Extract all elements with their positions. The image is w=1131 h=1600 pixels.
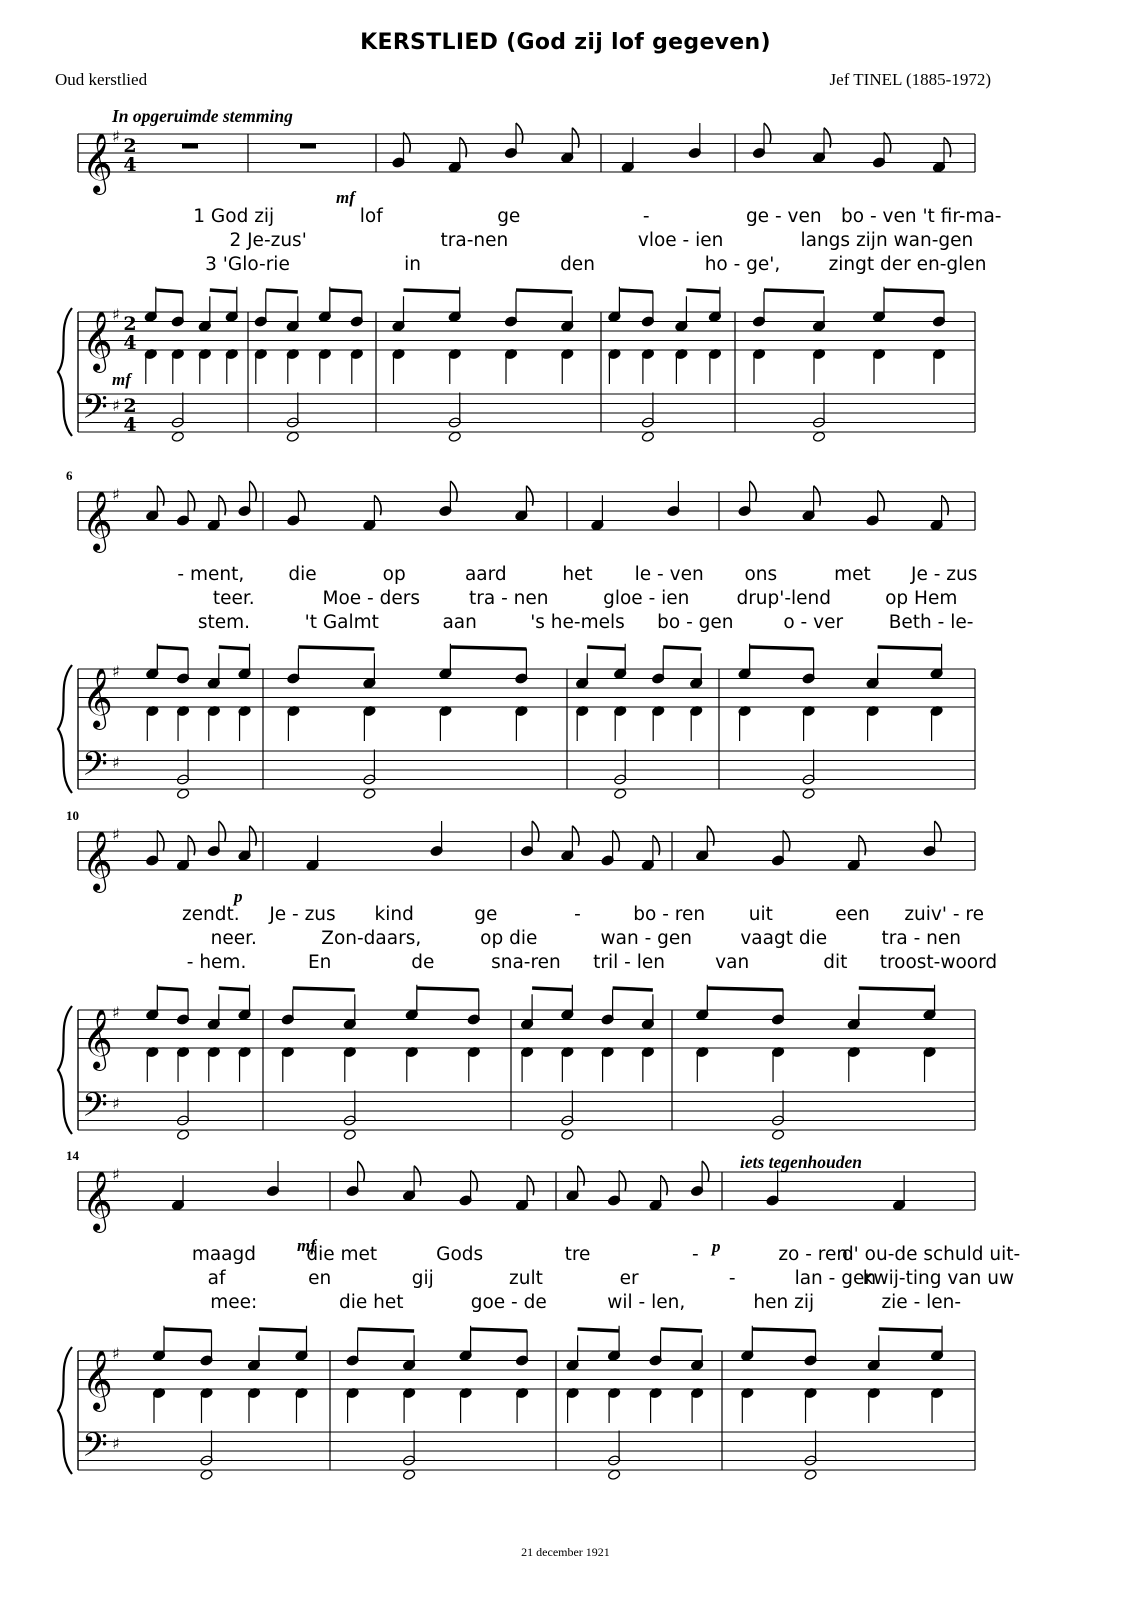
lyric-syllable: Gods	[436, 1244, 484, 1265]
beam	[707, 988, 783, 990]
measure-number: 6	[66, 468, 73, 483]
lyric-syllable: Je - zus	[910, 564, 978, 585]
lyric-syllable: lof	[359, 206, 383, 227]
lyric-syllable: ons	[744, 564, 778, 585]
sharp-icon: ♯	[112, 485, 120, 504]
note-head	[176, 788, 189, 799]
dynamic-marking: p	[712, 1237, 721, 1256]
lyric-verse-line	[182, 904, 984, 925]
lyric-syllable: - ment,	[177, 564, 245, 585]
time-signature-numerator: 2	[123, 135, 137, 157]
lyric-syllable: zo - ren	[778, 1244, 849, 1265]
note-flag	[884, 133, 891, 153]
beam	[532, 988, 572, 990]
half-rest	[182, 144, 198, 149]
treble-clef-icon: 𝄞	[82, 831, 113, 891]
lyric-syllable: vaagt die	[740, 928, 828, 949]
note-flag	[661, 1175, 668, 1195]
lyric-syllable: mee:	[210, 1292, 258, 1313]
lyric-syllable: wan - gen	[600, 928, 692, 949]
lyric-syllable: tra-nen	[440, 230, 509, 251]
note-flag	[764, 123, 771, 143]
note-flag	[374, 495, 381, 515]
page-title: KERSTLIED (God zij lof gegeven)	[360, 30, 771, 55]
note-flag	[188, 491, 195, 511]
note-flag	[613, 831, 620, 851]
beam	[619, 290, 653, 292]
beam	[210, 290, 237, 292]
lyric-syllable: gloe - ien	[603, 588, 690, 609]
lyric-syllable: ge - ven	[745, 206, 822, 227]
lyric-syllable: tra - nen	[881, 928, 961, 949]
lyric-syllable: 's he-mels	[530, 612, 625, 633]
time-signature-denominator: 4	[123, 414, 137, 436]
beam	[293, 988, 355, 990]
time-signature-denominator: 4	[123, 154, 137, 176]
beam	[417, 988, 479, 990]
lyric-syllable: - hem.	[186, 952, 247, 973]
treble-clef-icon: 𝄞	[82, 668, 113, 728]
piano-bass-staff	[78, 1432, 975, 1470]
lyric-syllable: -	[692, 1244, 699, 1265]
beam	[613, 988, 653, 990]
composition-date: 21 december 1921	[521, 1545, 610, 1559]
lyric-syllable: teer.	[212, 588, 255, 609]
lyric-syllable: een	[835, 904, 870, 925]
note-head	[614, 788, 627, 799]
note-flag	[824, 128, 831, 148]
lyric-verse-line	[213, 588, 958, 609]
lyric-syllable: 3 'Glo-rie	[205, 254, 290, 275]
note-flag	[578, 1166, 585, 1186]
note-flag	[471, 1171, 478, 1191]
note-flag	[358, 1161, 365, 1181]
note-flag	[859, 835, 866, 855]
note-flag	[619, 1171, 626, 1191]
treble-clef-icon: 𝄞	[82, 1350, 113, 1410]
lyric-syllable: bo - ven 't fir-ma-	[841, 206, 1002, 227]
note-flag	[460, 137, 467, 157]
treble-clef-icon: 𝄞	[82, 1171, 113, 1231]
dynamic-marking: mf	[336, 188, 355, 207]
lyric-syllable: aard	[464, 564, 507, 585]
beam	[587, 647, 625, 649]
measure-number: 10	[66, 808, 79, 823]
lyric-syllable: d' ou-de schuld uit-	[841, 1244, 1021, 1265]
piano-treble-staff	[78, 312, 975, 350]
beam	[156, 290, 183, 292]
lyric-syllable: zie - len-	[881, 1292, 962, 1313]
note-head	[641, 431, 654, 442]
piano-brace	[58, 308, 72, 436]
sharp-icon: ♯	[112, 753, 120, 772]
beam	[157, 988, 188, 990]
note-head	[286, 431, 299, 442]
note-flag	[878, 491, 885, 511]
note-head	[171, 431, 184, 442]
treble-clef-icon: 𝄞	[82, 311, 113, 371]
note-head	[343, 1129, 356, 1140]
note-head	[200, 1469, 213, 1480]
lyric-syllable: -	[574, 904, 581, 925]
system-2	[58, 468, 978, 799]
lyric-syllable: met	[834, 564, 871, 585]
lyric-verse-line	[210, 1292, 961, 1313]
note-flag	[532, 821, 539, 841]
lyric-syllable: maagd	[191, 1244, 257, 1265]
beam	[752, 1329, 815, 1331]
lyric-syllable: sna-ren	[491, 952, 561, 973]
lyric-verse-line	[205, 254, 986, 275]
beam	[259, 1329, 307, 1331]
lyric-syllable: goe - de	[470, 1292, 547, 1313]
note-flag	[750, 481, 757, 501]
note-head	[448, 431, 461, 442]
note-flag	[944, 137, 951, 157]
lyric-syllable: langs zijn wan-gen	[800, 230, 974, 251]
lyricist-credit: Oud kerstlied	[55, 70, 148, 89]
lyric-syllable: bo - ren	[633, 904, 706, 925]
lyric-syllable: ge	[497, 206, 521, 227]
note-flag	[188, 835, 195, 855]
dynamic-marking: mf	[297, 1236, 316, 1255]
dynamic-marking: p	[234, 887, 243, 906]
beam	[516, 290, 572, 292]
lyric-verse-line	[229, 230, 973, 251]
lyric-verse-line	[193, 206, 1001, 227]
lyric-syllable: gij	[411, 1268, 434, 1289]
lyric-syllable: tre	[564, 1244, 591, 1265]
lyric-syllable: Moe - ders	[322, 588, 420, 609]
measure-number: 14	[66, 1148, 79, 1163]
beam	[661, 1329, 703, 1331]
lyric-syllable: uit	[748, 904, 773, 925]
note-flag	[935, 821, 942, 841]
treble-clef-icon: 𝄞	[82, 133, 113, 193]
note-head	[607, 1469, 620, 1480]
sharp-icon: ♯	[112, 1165, 120, 1184]
lyric-syllable: op die	[480, 928, 538, 949]
piano-brace	[58, 1006, 72, 1134]
tempo-marking: In opgeruimde stemming	[112, 106, 293, 126]
beam	[330, 290, 362, 292]
note-head	[176, 1129, 189, 1140]
sharp-icon: ♯	[112, 1344, 120, 1363]
beam	[219, 988, 250, 990]
lyric-syllable: vloe - ien	[637, 230, 724, 251]
lyric-syllable: ge	[474, 904, 498, 925]
lyric-syllable: die	[288, 564, 317, 585]
system-3	[58, 808, 975, 1140]
lyric-syllable: drup'-lend	[736, 588, 832, 609]
beam	[879, 1329, 942, 1331]
note-flag	[414, 1166, 421, 1186]
time-signature-numerator: 2	[123, 313, 137, 335]
note-flag	[527, 1175, 534, 1195]
lyric-verse-line	[211, 928, 961, 949]
beam	[663, 647, 701, 649]
lyric-syllable: op	[382, 564, 406, 585]
composer-credit: Jef TINEL (1885-1972)	[829, 70, 991, 89]
note-flag	[783, 831, 790, 851]
lyric-syllable: stem.	[197, 612, 251, 633]
note-flag	[702, 1161, 709, 1181]
note-head	[812, 431, 825, 442]
note-flag	[572, 826, 579, 846]
note-head	[802, 788, 815, 799]
note-flag	[250, 481, 257, 501]
note-head	[771, 1129, 784, 1140]
lyric-syllable: troost-woord	[879, 952, 998, 973]
lyric-syllable: o - ver	[783, 612, 844, 633]
piano-brace	[58, 1347, 72, 1474]
lyric-syllable: Beth - le-	[888, 612, 974, 633]
beam	[266, 290, 298, 292]
note-flag	[404, 133, 411, 153]
beam	[157, 647, 188, 649]
bass-clef-icon: 𝄢	[82, 1086, 108, 1133]
half-rest	[300, 144, 316, 149]
bass-clef-icon: 𝄢	[82, 745, 108, 792]
piano-bass-staff	[78, 751, 975, 789]
lyric-syllable: tril - len	[593, 952, 665, 973]
note-flag	[298, 491, 305, 511]
lyric-syllable: die met	[306, 1244, 378, 1265]
time-signature-denominator: 4	[123, 332, 137, 354]
sharp-icon: ♯	[112, 396, 120, 415]
beam	[404, 290, 460, 292]
lyric-syllable: de	[411, 952, 435, 973]
voice-staff	[78, 134, 975, 172]
lyric-syllable: en	[308, 1268, 332, 1289]
lyric-syllable: lan - gen	[794, 1268, 877, 1289]
beam	[358, 1329, 415, 1331]
system-4	[58, 1148, 975, 1480]
piano-bass-staff	[78, 1092, 975, 1130]
lyric-syllable: zingt der en-glen	[828, 254, 987, 275]
treble-clef-icon: 𝄞	[82, 491, 113, 551]
lyric-syllable: kind	[374, 904, 414, 925]
beam	[219, 647, 250, 649]
bass-clef-icon: 𝄢	[82, 1426, 108, 1473]
lyric-syllable: ho - ge',	[704, 254, 781, 275]
lyric-syllable: af	[207, 1268, 226, 1289]
note-flag	[450, 481, 457, 501]
note-flag	[814, 486, 821, 506]
note-flag	[526, 486, 533, 506]
treble-clef-icon: 𝄞	[82, 1009, 113, 1069]
sharp-icon: ♯	[112, 1003, 120, 1022]
beam	[450, 647, 526, 649]
lyric-syllable: kwij-ting van uw	[862, 1268, 1015, 1289]
note-flag	[942, 495, 949, 515]
ritenuto-marking: iets tegenhouden	[740, 1152, 863, 1172]
lyric-syllable: dit	[823, 952, 848, 973]
lyric-syllable: op Hem	[885, 588, 958, 609]
beam	[578, 1329, 620, 1331]
lyric-syllable: -	[728, 1268, 736, 1289]
lyric-verse-line	[192, 1244, 1020, 1265]
lyric-syllable: hen zij	[753, 1292, 815, 1313]
lyric-syllable: er	[619, 1268, 639, 1289]
note-flag	[250, 826, 257, 846]
beam	[750, 647, 814, 649]
note-flag	[219, 821, 226, 841]
lyric-syllable: den	[560, 254, 595, 275]
beam	[859, 988, 935, 990]
beam	[884, 290, 944, 292]
lyric-syllable: bo - gen	[657, 612, 734, 633]
lyric-syllable: tra - nen	[469, 588, 549, 609]
note-flag	[516, 123, 523, 143]
piano-bass-staff	[78, 394, 975, 432]
lyric-syllable: zuiv' - re	[904, 904, 984, 925]
note-flag	[572, 128, 579, 148]
lyric-syllable: Je - zus	[269, 904, 336, 925]
lyric-syllable: wil - len,	[607, 1292, 686, 1313]
sharp-icon: ♯	[112, 1434, 120, 1453]
sharp-icon: ♯	[112, 1094, 120, 1113]
beam	[471, 1329, 527, 1331]
note-flag	[653, 835, 660, 855]
note-flag	[707, 826, 714, 846]
note-head	[804, 1469, 817, 1480]
beam	[764, 290, 824, 292]
lyric-syllable: le - ven	[634, 564, 704, 585]
lyric-syllable: 2 Je-zus'	[229, 230, 307, 251]
beam	[686, 290, 720, 292]
note-flag	[219, 495, 226, 515]
voice-staff	[78, 832, 975, 870]
lyric-syllable: aan	[442, 612, 477, 633]
sharp-icon: ♯	[112, 662, 120, 681]
lyric-verse-line	[198, 612, 974, 633]
lyric-syllable: zendt.	[181, 904, 240, 925]
lyric-verse-line	[208, 1268, 1014, 1289]
lyric-syllable: die het	[338, 1292, 404, 1313]
lyric-verse-line	[187, 952, 997, 973]
note-head	[363, 788, 376, 799]
note-head	[561, 1129, 574, 1140]
sharp-icon: ♯	[112, 825, 120, 844]
note-flag	[157, 831, 164, 851]
beam	[878, 647, 942, 649]
lyric-syllable: van	[715, 952, 750, 973]
note-flag	[157, 486, 164, 506]
time-signature-numerator: 2	[123, 395, 137, 417]
lyric-syllable: -	[642, 206, 650, 227]
bass-clef-icon: 𝄢	[82, 388, 108, 435]
beam	[164, 1329, 212, 1331]
lyric-syllable: zult	[509, 1268, 543, 1289]
dynamic-marking: mf	[112, 370, 131, 389]
lyric-syllable: Zon-daars,	[321, 928, 422, 949]
lyric-syllable: 't Galmt	[304, 612, 379, 633]
lyric-syllable: 1 God zij	[193, 206, 275, 227]
sharp-icon: ♯	[112, 127, 120, 146]
sharp-icon: ♯	[112, 305, 120, 324]
lyric-syllable: neer.	[210, 928, 257, 949]
piano-treble-staff	[78, 1010, 975, 1048]
lyric-syllable: in	[404, 254, 421, 275]
lyric-syllable: het	[562, 564, 593, 585]
beam	[298, 647, 374, 649]
lyric-verse-line	[177, 564, 977, 585]
note-head	[402, 1469, 415, 1480]
lyric-syllable: En	[307, 952, 332, 973]
piano-brace	[58, 665, 72, 793]
